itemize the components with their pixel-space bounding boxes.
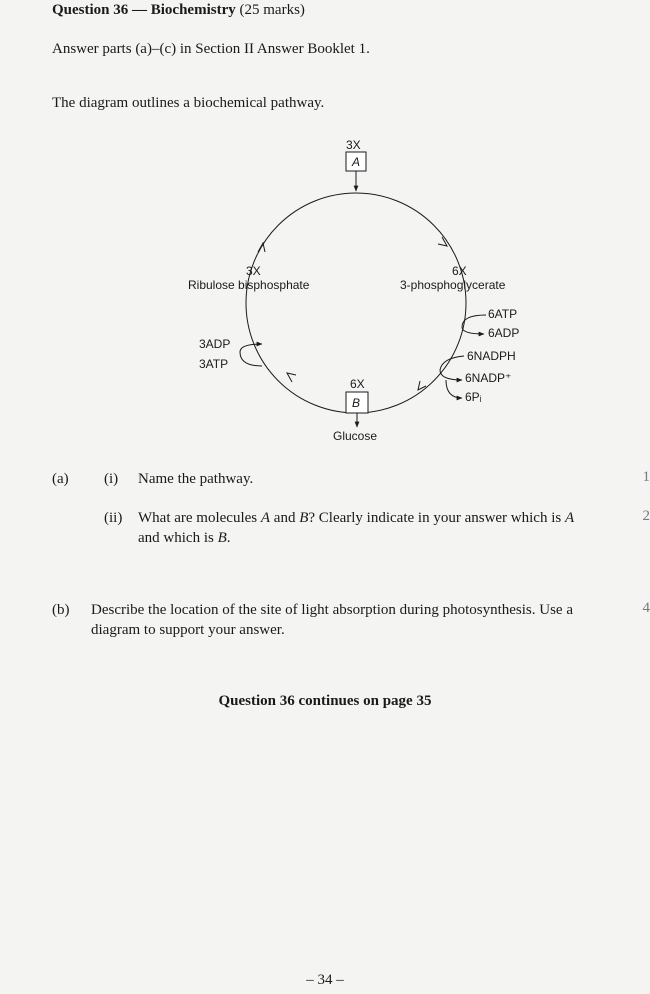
nadph-nadp-arrow (440, 356, 464, 380)
b-line1: Describe the location of the site of light absorption during photosynthesis. Use a (91, 602, 573, 618)
a-ii-molecule-b2: B (217, 530, 227, 546)
box-a-label: A (352, 155, 361, 169)
bottom-count-label: 6X (350, 377, 365, 391)
a-ii-seg3: ? Clearly indicate in your answer which is (308, 510, 565, 526)
ribulose-bisphosphate-label: Ribulose bisphosphate (188, 278, 310, 292)
question-marks: (25 marks) (239, 2, 305, 18)
atp-in-label: 6ATP (488, 307, 518, 321)
pi-out-arrow (446, 380, 462, 398)
nadph-in-label: 6NADPH (467, 349, 516, 363)
a-ii-molecule-a: A (260, 510, 271, 526)
cycle-arrow-lower-left (287, 373, 296, 382)
box-b-label: B (352, 396, 361, 410)
b-line2: diagram to support your answer. (91, 622, 285, 638)
top-count-label: 3X (346, 138, 361, 152)
a-ii-seg1: What are molecules (138, 510, 261, 526)
glucose-label: Glucose (333, 429, 378, 443)
part-a-label: (a) (52, 471, 69, 487)
part-b-text (91, 600, 611, 640)
intro-text: The diagram outlines a biochemical pathway. (52, 95, 325, 111)
pi-out-label: 6Pᵢ (465, 390, 482, 404)
phosphoglycerate-label: 3-phosphoglycerate (400, 278, 506, 292)
part-a-ii-text (138, 508, 608, 548)
cycle-arrow-right (438, 237, 447, 246)
marks-a-i: 1 (642, 469, 650, 485)
a-ii-seg4: and which is (138, 530, 218, 546)
calvin-cycle-diagram (0, 0, 650, 470)
continues-note: Question 36 continues on page 35 (218, 693, 432, 709)
instruction-text: Answer parts (a)–(c) in Section II Answer Booklet 1. (52, 41, 370, 57)
a-ii-seg5: . (226, 530, 231, 546)
part-b-label: (b) (52, 602, 70, 618)
left-atp-label: 3ATP (199, 357, 229, 371)
marks-b: 4 (642, 600, 650, 616)
a-ii-seg2: and (270, 510, 300, 526)
part-a-i-text: Name the pathway. (138, 471, 254, 487)
left-adp-label: 3ADP (199, 337, 231, 351)
a-ii-molecule-a2: A (564, 510, 575, 526)
adp-out-label: 6ADP (488, 326, 520, 340)
marks-a-ii: 2 (642, 508, 650, 524)
a-ii-molecule-b: B (299, 510, 309, 526)
question-heading: Question 36 — Biochemistry (52, 2, 236, 18)
part-a-ii-label: (ii) (104, 510, 123, 526)
atp-adp-arrow (462, 315, 486, 334)
page-number: – 34 – (306, 972, 344, 988)
nadp-out-label: 6NADP⁺ (465, 371, 512, 385)
right-count-label: 6X (452, 264, 467, 278)
left-count-label: 3X (246, 264, 261, 278)
part-a-i-label: (i) (104, 471, 119, 487)
